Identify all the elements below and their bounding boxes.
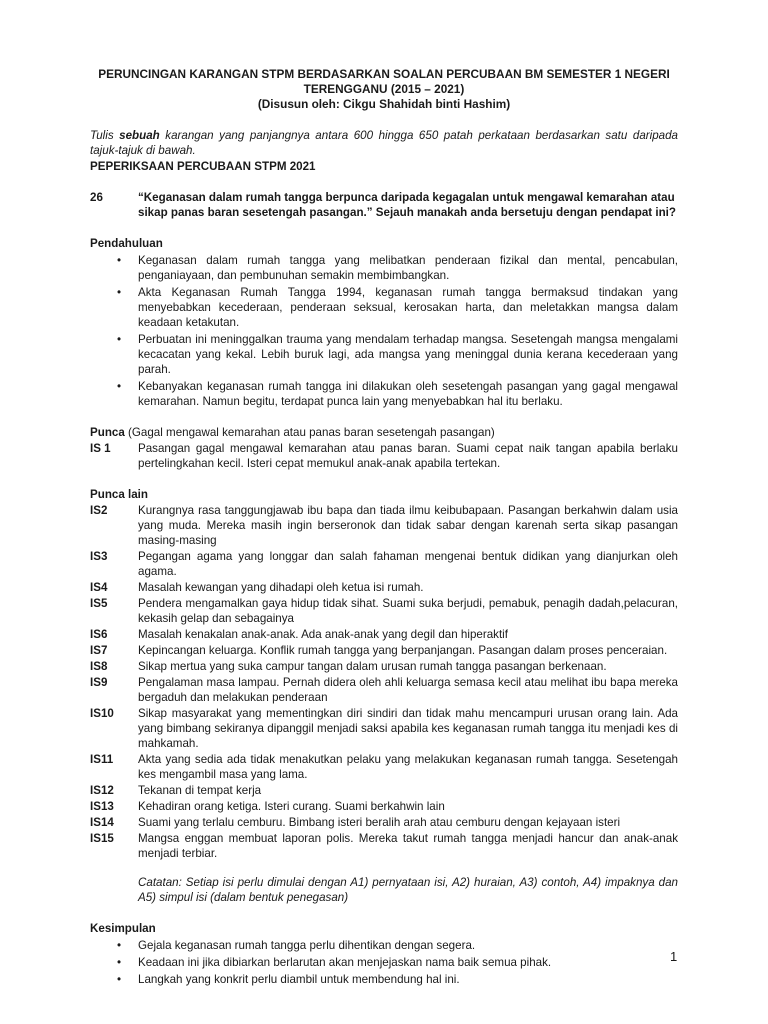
instruction-post: karangan yang panjangnya antara 600 hingga 650 patah perkataan berdasarkan satu daripada tajuk-tajuk di bawah. xyxy=(90,129,678,157)
point-code: IS13 xyxy=(90,800,114,813)
bullet-icon: • xyxy=(117,254,122,267)
point-text: Kepincangan keluarga. Konflik rumah tangga yang berpanjangan. Pasangan dalam proses penceraian. xyxy=(138,644,668,657)
point-row xyxy=(90,549,678,579)
instruction-pre: Tulis xyxy=(90,129,120,142)
point-row xyxy=(90,831,678,861)
point-row xyxy=(90,783,678,798)
question-text: “Keganasan dalam rumah tangga berpunca daripada kegagalan untuk mengawal kemarahan atau sikap panas baran sesetengah pasangan.” Sejauh manakah anda bersetuju dengan pendapat ini? xyxy=(138,191,676,219)
list-item xyxy=(90,938,678,953)
conclusion-item-1: Gejala keganasan rumah tangga perlu dihentikan dengan segera. xyxy=(138,939,476,952)
title-line-2: TERENGGANU (2015 – 2021) xyxy=(303,82,465,96)
list-item xyxy=(90,379,678,409)
list-item xyxy=(90,332,678,377)
point-row xyxy=(90,643,678,658)
point-row xyxy=(90,580,678,595)
conclusion-heading: Kesimpulan xyxy=(90,922,156,935)
conclusion-item-3: Langkah yang konkrit perlu diambil untuk membendung hal ini. xyxy=(138,973,460,986)
point-text: Pegangan agama yang longgar dan salah fahaman mengenai bentuk didikan yang dianjurkan oleh agama. xyxy=(138,550,678,578)
point-code: IS11 xyxy=(90,753,114,766)
bullet-icon: • xyxy=(117,973,122,986)
punca-heading xyxy=(90,425,678,440)
point-row xyxy=(90,659,678,674)
point-code: IS 1 xyxy=(90,442,111,455)
intro-heading: Pendahuluan xyxy=(90,237,163,250)
punca-lain-list xyxy=(90,503,678,861)
point-text: Pengalaman masa lampau. Pernah didera oleh ahli keluarga semasa kecil atau melihat ibu bapa mereka bergaduh dan melakukan penderaan xyxy=(138,676,678,704)
exam-title: PEPERIKSAAN PERCUBAAN STPM 2021 xyxy=(90,160,316,173)
point-text: Kurangnya rasa tanggungjawab ibu bapa dan tiada ilmu keibubapaan. Pasangan berkahwin dalam usia yang muda. Mereka masih ingin berseronok dan tidak sabar dengan karenah serta sikap pasangan masing-masing xyxy=(138,504,678,547)
intro-item-2: Akta Keganasan Rumah Tangga 1994, keganasan rumah tangga bermaksud tindakan yang menyebabkan kecederaan, penderaan seksual, kerosakan harta, dan meletakkan mangsa dalam keadaan ketakutan. xyxy=(138,286,678,329)
punca-heading-bold: Punca xyxy=(90,426,125,439)
list-item xyxy=(90,253,678,283)
point-text: Pendera mengamalkan gaya hidup tidak sihat. Suami suka berjudi, pemabuk, penagih dadah,pelacuran, kekasih gelap dan sebagainya xyxy=(138,597,678,625)
point-text: Sikap masyarakat yang mementingkan diri sindiri dan tidak mahu mencampuri urusan orang lain. Ada yang bimbang sekiranya dipanggil menjadi saksi apabila kes keganasan rumah tangga itu menjadi kes di mahkamah. xyxy=(138,707,678,750)
question-number: 26 xyxy=(90,191,103,204)
point-code: IS5 xyxy=(90,597,108,610)
point-code: IS4 xyxy=(90,581,108,594)
document-title xyxy=(90,67,678,112)
point-row xyxy=(90,815,678,830)
point-text: Kehadiran orang ketiga. Isteri curang. Suami berkahwin lain xyxy=(138,800,445,813)
bullet-icon: • xyxy=(117,286,122,299)
point-text: Masalah kewangan yang dihadapi oleh ketua isi rumah. xyxy=(138,581,424,594)
point-code: IS7 xyxy=(90,644,108,657)
point-code: IS14 xyxy=(90,816,114,829)
point-row xyxy=(90,596,678,626)
point-code: IS9 xyxy=(90,676,108,689)
title-line-3: (Disusun oleh: Cikgu Shahidah binti Hashim) xyxy=(257,97,511,111)
point-row xyxy=(90,675,678,705)
instruction-bold: sebuah xyxy=(119,129,160,142)
title-line-1: PERUNCINGAN KARANGAN STPM BERDASARKAN SOALAN PERCUBAAN BM SEMESTER 1 NEGERI xyxy=(98,67,670,81)
point-row xyxy=(90,627,678,642)
point-row xyxy=(90,799,678,814)
instruction xyxy=(90,128,678,158)
point-text: Pasangan gagal mengawal kemarahan atau panas baran. Suami cepat naik tangan apabila berlaku pertelingkahan kecil. Isteri cepat memukul anak-anak apabila tertekan. xyxy=(138,442,678,470)
intro-item-1: Keganasan dalam rumah tangga yang melibatkan penderaan fizikal dan mental, pencabulan, penganiayaan, dan pembunuhan semakin membimbangkan. xyxy=(138,254,678,282)
list-item xyxy=(90,972,678,987)
bullet-icon: • xyxy=(117,939,122,952)
point-text: Mangsa enggan membuat laporan polis. Mereka takut rumah tangga menjadi hancur dan anak-anak menjadi terbiar. xyxy=(138,832,678,860)
point-code: IS12 xyxy=(90,784,114,797)
point-text: Sikap mertua yang suka campur tangan dalam urusan rumah tangga pasangan berkenaan. xyxy=(138,660,607,673)
list-item xyxy=(90,955,678,970)
punca-lain-heading: Punca lain xyxy=(90,488,148,501)
point-text: Tekanan di tempat kerja xyxy=(138,784,262,797)
point-row xyxy=(90,706,678,751)
page-number: 1 xyxy=(670,949,678,964)
conclusion-item-2: Keadaan ini jika dibiarkan berlarutan akan menjejaskan nama baik semua pihak. xyxy=(138,956,552,969)
intro-list xyxy=(90,253,678,409)
point-code: IS2 xyxy=(90,504,108,517)
point-text: Masalah kenakalan anak-anak. Ada anak-anak yang degil dan hiperaktif xyxy=(138,628,508,641)
bullet-icon: • xyxy=(117,956,122,969)
intro-item-3: Perbuatan ini meninggalkan trauma yang mendalam terhadap mangsa. Sesetengah mangsa mengalami kecacatan yang kekal. Lebih buruk lagi, ada mangsa yang meninggal dunia kerana kecederaan yang parah. xyxy=(138,333,678,376)
point-text: Akta yang sedia ada tidak menakutkan pelaku yang melakukan keganasan rumah tangga. Sesetengah kes mengambil masa yang lama. xyxy=(138,753,678,781)
point-code: IS3 xyxy=(90,550,108,563)
point-text: Suami yang terlalu cemburu. Bimbang isteri beralih arah atau cemburu dengan kejayaan isteri xyxy=(138,816,621,829)
question xyxy=(90,190,678,220)
bullet-icon: • xyxy=(117,333,122,346)
document-content xyxy=(90,67,678,987)
bullet-icon: • xyxy=(117,380,122,393)
list-item xyxy=(90,285,678,330)
point-code: IS10 xyxy=(90,707,114,720)
note: Catatan: Setiap isi perlu dimulai dengan A1) pernyataan isi, A2) huraian, A3) contoh, A4) impaknya dan A5) simpul isi (dalam bentuk penegasan) xyxy=(138,876,678,904)
point-code: IS15 xyxy=(90,832,114,845)
point-code: IS8 xyxy=(90,660,108,673)
point-code: IS6 xyxy=(90,628,108,641)
point-row xyxy=(90,441,678,471)
point-row xyxy=(90,503,678,548)
conclusion-list xyxy=(90,938,678,987)
punca-heading-note: (Gagal mengawal kemarahan atau panas baran sesetengah pasangan) xyxy=(124,426,495,439)
intro-item-4: Kebanyakan keganasan rumah tangga ini dilakukan oleh sesetengah pasangan yang gagal mengawal kemarahan. Namun begitu, terdapat punca lain yang menyebabkan hal itu berlaku. xyxy=(138,380,678,408)
point-row xyxy=(90,752,678,782)
